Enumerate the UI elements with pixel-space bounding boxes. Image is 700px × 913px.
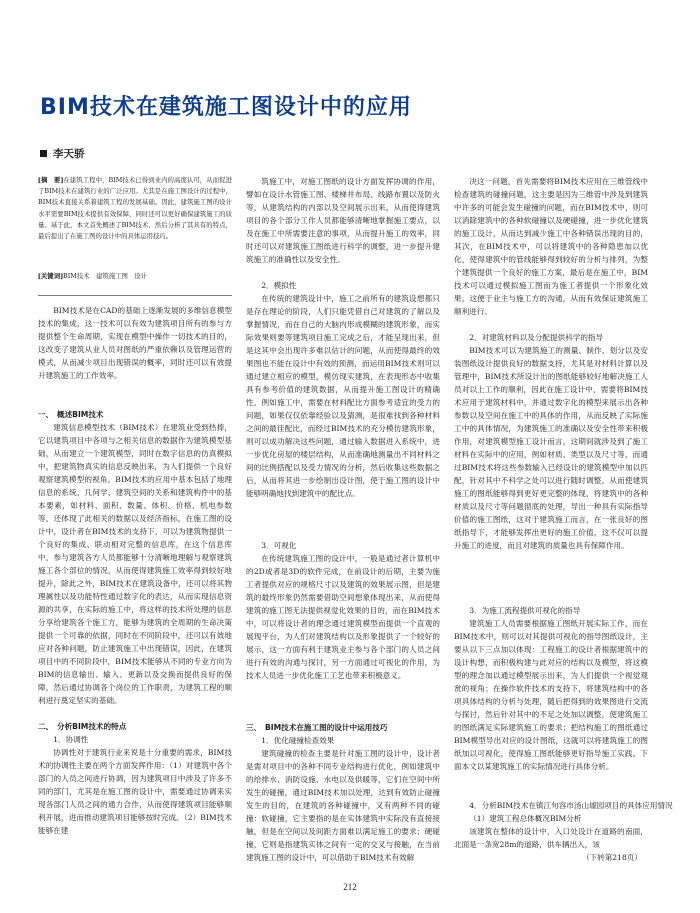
article-title: BIM技术在建筑施工图设计中的应用 (40, 95, 412, 120)
abstract (38, 175, 232, 267)
column-3 (454, 175, 673, 864)
keywords (38, 271, 232, 293)
abstract-label: [摘 要] (38, 176, 64, 184)
abstract-divider (38, 295, 232, 296)
subsection-heading-visualization: 3．可视化 (261, 541, 297, 550)
keywords-label: [关键词] (38, 272, 64, 280)
subsection-heading-case: 4．分析BIM技术在镇江句容市汤山墟园项目的具体应用情况 (469, 801, 673, 810)
subsection-heading-coordination: 1．协调性 (53, 735, 89, 744)
paragraph-process: 建筑施工人员需要根据施工图纸开展实际工作，而在BIM技术中，则可以对其提供可视化的指导图纸设计，主要从以下三点加以体现：工程施工的设计者根据建筑中的设计构想，而积极构建与此对应的结构以及模型，将这模型的理念加以通过模型展示出来，为人们提供一个视觉观赏的视角；在操作软件技术的支持下，将建筑结构中的各项具体结构的分析与处理，随后把得到的效果图进行交流与探讨，然后针对其中的不足之处加以调整，使建筑施工的图纸满足实际建筑施工的要求；把结构施工的图纸通过BIM模型导出对应的设计图纸，这就可以将建筑施工的图纸加以可视化，使得施工图纸能够更好指导施工实践。下面本文以某建筑施工的实际情况进行具体分析。 (454, 619, 648, 771)
paragraph-collision-cont: 决这一问题，首先需要将BIM技术应用在三维管线中检查建筑的碰撞问题，这主要是因为三维管中涉及到建筑中许多的可能会发生碰撞的问题，而在BIM技术中，则可以消除建筑中的各种软碰撞以及硬碰撞，进一步优化建筑的施工设计，从而达到减少施工中各种错误出现的目的，其次，在BIM技术中，可以将建筑中的各种隐患加以优化，使得建筑中的管线能够得到较好的分析与排列，为整个建筑提供一个良好的施工方案，最后是在施工中，BIM技术可以通过模拟施工图而为施工者提供一个形象化效果，这便于业主与施工方的沟通，从而有效保证建筑施工顺利进行。 (454, 177, 648, 316)
section-heading-2: 二、 分析BIM技术的特点 (38, 722, 127, 731)
paragraph-simulation: 在传统的建筑设计中，施工之前所有的建筑设想都只是存在理论的阶段，人们只能凭借自己对建筑的了解以及掌握情况，而在自己的大脑内形成模糊的建筑形象，而实际效果则要等建筑项目施工完成之后，才能呈现出来，但是这其中会出现许多难以估计的问题，从而使得最终的效果图也不能在设计中有效的预测，而运用BIM技术则可以通过建立相应的模型，模仿现实建筑，在表现形态中收集具有参考价值的建筑数据，从而提升施工图设计的精确性，例如施工中，需要在材料配比方面参考适宜的受力的问题，如果仅仅依靠经验以及猜测，是很难找到各种材料之间的最佳配比，而经过BIM技术的充分模仿建筑形象，则可以成功解决这些问题，通过输入数据进入系统中，进一步优化房屋的楼层结构，从而准确地测量出不同材料之间的比例搭配以及受力情况的分析，然后收集这些数据之后，从而将其进一步绘制出设计图，使于施工图的设计中能够明确地找到建筑中的配比点。 (246, 294, 440, 498)
keywords-text: BIM技术 建筑施工图 设计 (63, 272, 148, 280)
subsection-heading-simulation: 2．模拟性 (261, 281, 297, 290)
subsection-heading-process: 3．为施工流程提供可视化的指导 (469, 606, 581, 615)
paragraph-materials: BIM技术可以为建筑施工的测量、制作、划分以及安装图纸设计提供良好的数据支持，尤其是对材料计算以及管理中，BIM技术所设计出的图纸能够较好地解决施工人员对以上工作的顺利，因此在施工设计中，需要将BIM技术应用于建筑材料中，并通过数字化的模型来展示出各种参数以及空间在施工中的具体的作用，从而反映了实际施工中的具体情况，为建筑施工的准确以及安全性带来积极作用，对建筑模型施工设计而言，这期间就涉及到了施工材料在实际中的应用，例如材质、类型以及尺寸等，而通过BIM技术将这些参数输入已经设计的建筑模型中加以匹配，针对其中不科学之处可以进行随时调整，从而使建筑施工的图纸能够得到更好更完整的体现，将建筑中的各种材质以及尺寸等问题彻底的处理，导出一种具有实际指导价值的施工图纸，这对于建筑施工而言，在一张良好的图纸指导下，才能够发挥出更好的施工价值，这不仅可以提升施工的进度，而且对建筑的质量也具有保障作用。 (454, 346, 648, 550)
page-number: 212 (343, 882, 357, 892)
subsection-heading-collision: 1．优化碰撞检查效果 (261, 736, 335, 745)
paragraph-coordination-cont: 筑施工中，对施工图纸的设计方面发挥协调的作用，譬如在设计水管施工图、楼梯井布局、线路布置以及防火等，从建筑结构的内部以及空间展示出来，从而使得建筑项目的各个部分工作人员都能够清晰地掌握施工要点，以及在施工中所需要注意的事项，从而提升施工的效率，同时还可以对建筑施工图纸进行科学的调整，进一步提升建筑施工的准确性以及安全性。 (246, 177, 440, 264)
section-heading-1: 一、 概述BIM技术 (38, 410, 104, 419)
paragraph-visualization: 在传统建筑施工图的设计中，一般是通过者计算机中的2D或者是3D的软件完成，在前设计的后期，主要为施工者提供对应的规格尺寸以及建筑的效果展示图，但是建筑的最终形象仍然需要借助空间想象体现出来，从而使得建筑的施工图无法提供视觉化效果的目的，而在BIM技术中，可以将设计者的理念通过建筑模型而提供一个直观的展现平台，为人们对建筑结构以及形象提供了一个较好的展示，这一方面有利于建筑业主参与各个部门的人员之间进行有效的沟通与探讨，另一方面通过可视化的作用，为技术人员进一步优化施工工艺也带来积极意义。 (246, 554, 440, 680)
square-bullet-icon (40, 150, 47, 157)
paragraph-coordination: 协调性对于建筑行业来说是十分重要的需求，BIM技术的协调性主要在两个方面发挥作用：（1）对建筑中各个部门的人员之间进行协调，因为建筑项目中涉及了许多不同的部门，尤其是在施工图的设计中，需要通过协调来实现各部门人员之间的通力合作，从而使得建筑项目能够顺利开展，进而推动建筑项目能够按时完成。（2）BIM技术能够在建 (38, 748, 232, 835)
section-heading-3: 三、 BIM技术在施工图的设计中运用技巧 (246, 723, 388, 732)
subsection-heading-materials: 2．对建筑材料以及分配提供科学的指导 (469, 333, 604, 342)
intro-paragraph: BIM技术是在CAD的基础上逐渐发展的多维信息模型技术的集成，这一技术可以有效为建筑项目所有的参与方提供整个生命周期，实现在模型中操作一切技术的目的，这改变了建筑从业人员对图纸的严重依赖以及管理运营的模式，从而减少项目出现错误的概率，同时还可以有效提升建筑施工的工作效率。 (38, 306, 232, 380)
column-1 (38, 175, 232, 837)
subsection-heading-overview: （1）建筑工程总体概况BIM分析 (469, 814, 582, 823)
author-line (40, 146, 85, 161)
author-name: 李天骄 (53, 148, 85, 160)
paragraph-case-overview: 该建筑在整体的设计中，入口处设计在道路的南面，北面是一条宽28m的道路，供车辆出入，该 (454, 827, 648, 849)
abstract-text: 在建筑工程中，BIM技术已得到业内的高度认可，从而促进了BIM技术在建筑行业的广泛应用。尤其是在施工图设计的过程中，BIM技术直接关系着建筑工程的发展基础。因此，建筑施工图的设计水平需要BIM技术提供有效保障，同时还可以更好确保建筑施工的质量。基于此，本文首先概述了BIM技术，然后分析了其具有的特点，最后提出了在施工图的设计中的具体运用技巧。 (38, 176, 233, 241)
paragraph-collision: 建筑碰撞的检查主要是针对施工图的设计中，设计者是需对项目中的各种不同专业结构进行优化，例如建筑中的给排水、消防设施、水电以及供暖等，它们在空间中所发生的碰撞，通过BIM技术加以处理，达到有效防止碰撞发生的目的，在建筑的各种碰撞中，又有两种不同的碰撞：软碰撞，它主要指的是在实体建筑中实际没有直接接触，但是在空间以及间距方面难以满足施工的要求；硬碰撞，它则是指建筑实体之间有一定的交叉与接触，在当前建筑施工图的设计中，可以借助于BIM技术有效解 (246, 749, 440, 862)
continued-note: （下转第218页） (581, 853, 642, 862)
paragraph-bim-overview: 建筑信息模型技术（BIM技术）在建筑业受到热捧，它以建筑项目中各项与之相关信息的数据作为建筑模型基础，从而建立一个建筑模型，同时在数字信息的仿真模拟中，把建筑物真实的信息反映出来，为人们提供一个良好观察建筑模型的视角。BIM技术的应用中基本包括了地理信息的系统、几何学、建筑空间的关系和建筑构件中的基本要素，如材料、面积、数量、体积、价格、机电参数等，还体现了此相关的数据以及经济指标，在施工图的设计中，设计者在BIM技术的支持下，可以为建筑物提供一个良好的集成、联动相对完整的信息库，在这个信息库中，参与建筑各方人员都能够十分清晰地理解与观察建筑施工各个部位的情况，从而使得建筑施工效率得到较好地提升，除此之外，BIM技术在建筑设备中，还可以将其物理属性以及功能特性通过数字化的表达，从而实现信息资源的共享，在实际的施工中，将这样的技术所处理的信息分享给建筑各个施工方，能够为建筑的全周期的生命决策提供一个可靠的依据，同时在不同阶段中，还可以有效地应对各种问题，防止建筑施工中出现错误，因此，在建筑项目中的不同阶段中，BIM技术能够从不同的专业方向为BIM的信息输出、输入、更新以及交换而提供良好的保障，然后通过协调各个岗位的工作职责，为建筑工程的顺利进行奠定坚实的基础。 (38, 423, 232, 705)
column-2 (246, 175, 440, 903)
